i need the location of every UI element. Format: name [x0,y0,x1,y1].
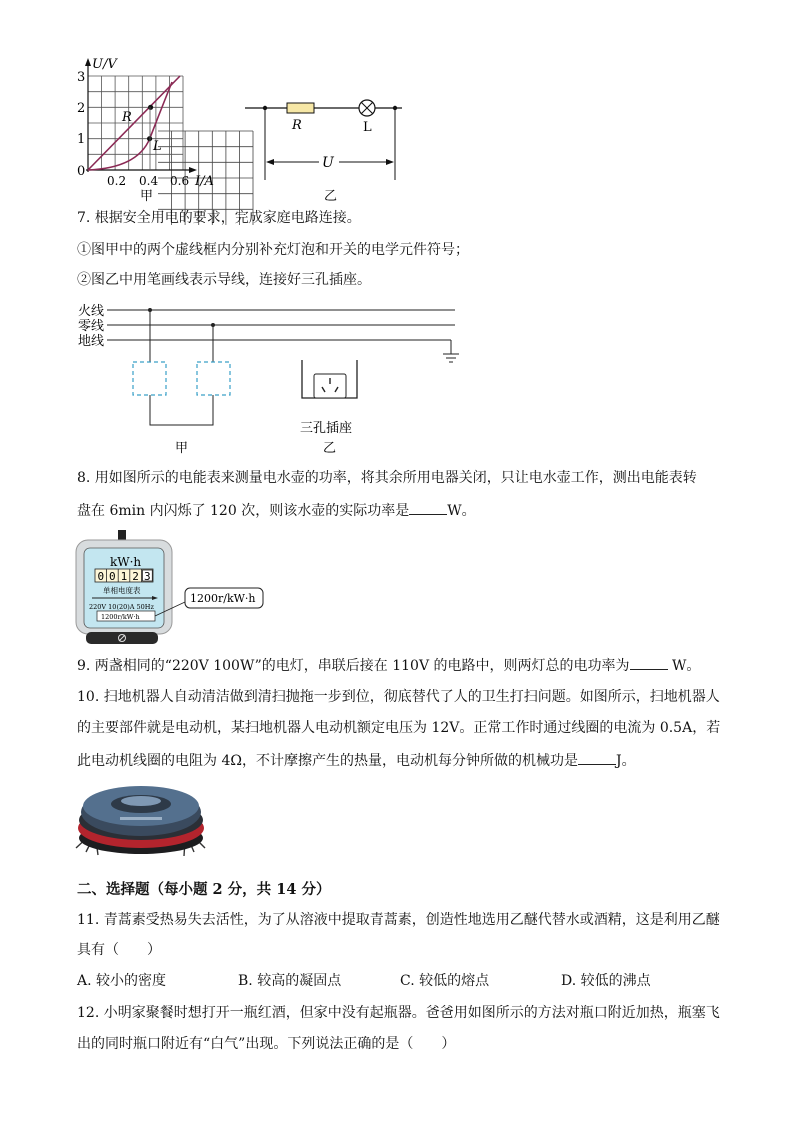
figure-jia-caption: 甲 [140,189,154,204]
x-tick-06: 0.6 [170,174,190,188]
neutral-wire-label: 零线 [78,319,105,334]
y-tick-1: 1 [77,132,86,147]
meter-digit-3: 1 [120,570,128,583]
curve-r-label: R [122,110,132,125]
y-axis-label: U/V [92,57,117,72]
q11-line2: 具有（ ） [77,942,161,958]
ground-symbol [443,340,459,362]
meter-constant: 1200r/kW·h [101,613,140,621]
y-tick-2: 2 [77,101,86,116]
q7-stem: 7. 根据安全用电的要求，完成家庭电路连接。 [77,210,361,226]
q8-answer-blank[interactable] [409,500,447,515]
q11-option-c[interactable]: C. 较低的熔点 [400,973,490,989]
ground-wire-label: 地线 [78,334,105,349]
meter-digit-5: 3 [144,570,151,583]
meter-spec: 220V 10(20)A 50Hz [89,603,154,611]
q7-part2: ②图乙中用笔画线表示导线，连接好三孔插座。 [77,272,371,288]
figure-yi-caption: 乙 [324,189,338,204]
q10-answer-blank[interactable] [578,750,616,765]
q11-option-a[interactable]: A. 较小的密度 [77,973,167,989]
meter-digit-2: 0 [109,570,116,583]
socket-label: 三孔插座 [300,421,353,436]
q11-option-d[interactable]: D. 较低的沸点 [561,973,651,989]
curve-l-label: L [153,139,162,154]
lamp-label: L [363,120,372,135]
voltage-label: U [322,155,334,171]
meter-digit-4: 2 [132,570,139,583]
q9-line: 9. 两盏相同的“220V 100W”的电灯，串联后接在 110V 的电路中，则两灯总的电功率为 W。 [77,655,700,676]
y-tick-0: 0 [77,164,86,179]
q8-line2: 盘在 6min 内闪烁了 120 次，则该水壶的实际功率是 W。 [77,500,476,521]
q7-part1: ①图甲中的两个虚线框内分别补充灯泡和开关的电学元件符号； [77,242,469,258]
x-axis-label: I/A [195,174,214,189]
q10-line1: 10. 扫地机器人自动清洁做到清扫抛拖一步到位，彻底替代了人的卫生打扫问题。如图所示，扫地机器人 [77,689,720,705]
meter-unit: kW·h [110,555,142,569]
meter-name: 单相电度表 [103,586,141,595]
figure-q7-caption-jia: 甲 [175,441,189,456]
q8-line1: 8. 用如图所示的电能表来测量电水壶的功率，将其余所用电器关闭，只让电水壶工作，测出电能表转 [77,470,697,486]
q12-line1: 12. 小明家聚餐时想打开一瓶红酒，但家中没有起瓶器。爸爸用如图所示的方法对瓶口附近加热，瓶塞飞 [77,1005,720,1021]
q12-line2: 出的同时瓶口附近有“白气”出现。下列说法正确的是（ ） [77,1036,456,1052]
q10-line3: 此电动机线圈的电阻为 4Ω，不计摩擦产生的热量，电动机每分钟所做的机械功是 J。 [77,750,636,771]
section2-title: 二、选择题（每小题 2 分，共 14 分） [77,881,331,898]
meter-callout: 1200r/kW·h [190,592,256,605]
y-tick-3: 3 [77,70,86,85]
live-wire-label: 火线 [78,304,105,319]
q10-line2: 的主要部件就是电动机，某扫地机器人电动机额定电压为 12V。正常工作时通过线圈的电流为 0.5A，若 [77,720,721,736]
q11-line1: 11. 青蒿素受热易失去活性，为了从溶液中提取青蒿素，创造性地选用乙醚代替水或酒精，这是利用乙醚 [77,912,720,928]
three-hole-socket[interactable] [314,374,346,398]
resistor-label: R [292,118,302,133]
robot-vacuum-image [0,0,230,880]
meter-digit-1: 0 [97,570,105,583]
x-tick-02: 0.2 [107,174,127,188]
q11-option-b[interactable]: B. 较高的凝固点 [238,973,342,989]
q9-answer-blank[interactable] [630,655,668,670]
x-tick-04: 0.4 [139,174,159,188]
figure-q7-caption-yi: 乙 [323,441,337,456]
